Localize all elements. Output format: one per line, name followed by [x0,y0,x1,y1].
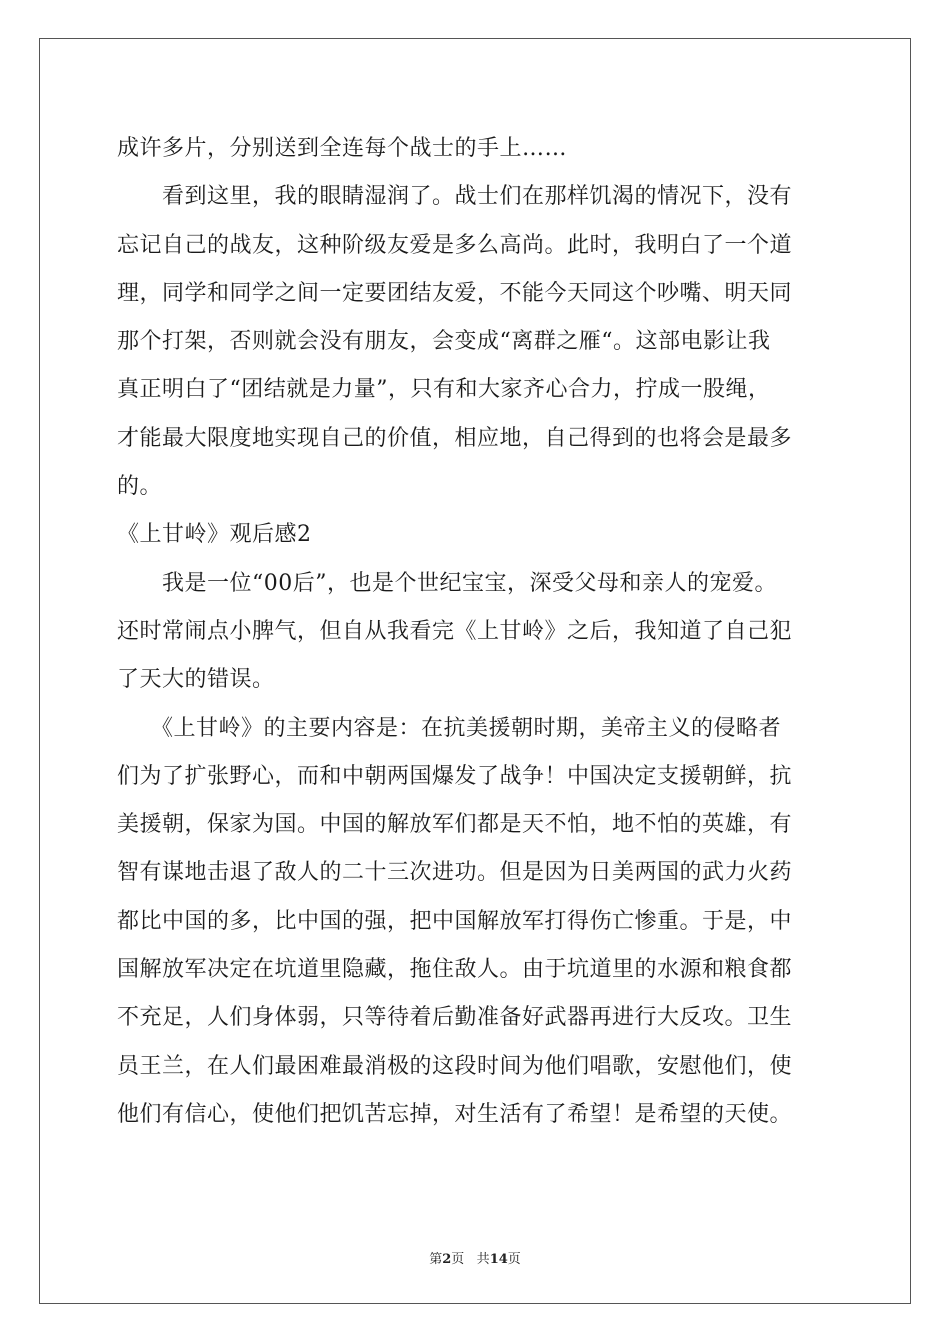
text-line: 智有谋地击退了敌人的二十三次进功。但是因为日美两国的武力火药 [117,860,793,886]
text-line: 他们有信心，使他们把饥苦忘掉，对生活有了希望！是希望的天使。 [117,1101,793,1127]
text-line: 那个打架，否则就会没有朋友，会变成“离群之雁“。这部电影让我 [117,329,771,355]
text-line: 真正明白了“团结就是力量”，只有和大家齐心合力，拧成一股绳， [117,377,771,403]
section-heading: 《上甘岭》观后感2 [117,522,312,548]
text-line: 的。 [117,474,163,500]
text-line: 国解放军决定在坑道里隐藏，拖住敌人。由于坑道里的水源和粮食都 [117,957,793,983]
text-line: 不充足，人们身体弱，只等待着后勤准备好武器再进行大反攻。卫生 [117,1005,793,1031]
total-suffix: 页 [507,1252,521,1267]
text-line: 了天大的错误。 [117,667,275,693]
page-prefix: 第 [429,1252,443,1267]
page-suffix: 页 [451,1252,465,1267]
text-line: 理，同学和同学之间一定要团结友爱，不能今天同这个吵嘴、明天同 [117,280,793,306]
text-line: 看到这里，我的眼睛湿润了。战士们在那样饥渴的情况下，没有 [117,184,793,210]
text-line: 我是一位“00后”，也是个世纪宝宝，深受父母和亲人的宠爱。 [117,570,777,596]
text-line: 美援朝，保家为国。中国的解放军们都是天不怕，地不怕的英雄，有 [117,812,793,838]
page-number: 2 [442,1252,452,1267]
total-pages: 14 [489,1252,508,1267]
text-line: 都比中国的多，比中国的强，把中国解放军打得伤亡惨重。于是，中 [117,908,793,934]
total-prefix: 共 [476,1252,490,1267]
text-line: 忘记自己的战友，这种阶级友爱是多么高尚。此时，我明白了一个道 [117,232,793,258]
text-line: 成许多片，分别送到全连每个战士的手上…… [117,136,568,161]
text-line: 才能最大限度地实现自己的价值，相应地，自己得到的也将会是最多 [117,425,793,451]
text-line: 《上甘岭》的主要内容是：在抗美援朝时期，美帝主义的侵略者 [117,715,782,741]
text-line: 们为了扩张野心，而和中朝两国爆发了战争！中国决定支援朝鲜，抗 [117,763,793,789]
document-body [117,125,837,1139]
text-line: 还时常闹点小脾气，但自从我看完《上甘岭》之后，我知道了自己犯 [117,618,793,644]
page-footer [0,1248,950,1267]
text-line: 员王兰，在人们最困难最消极的这段时间为他们唱歌，安慰他们，使 [117,1053,793,1079]
